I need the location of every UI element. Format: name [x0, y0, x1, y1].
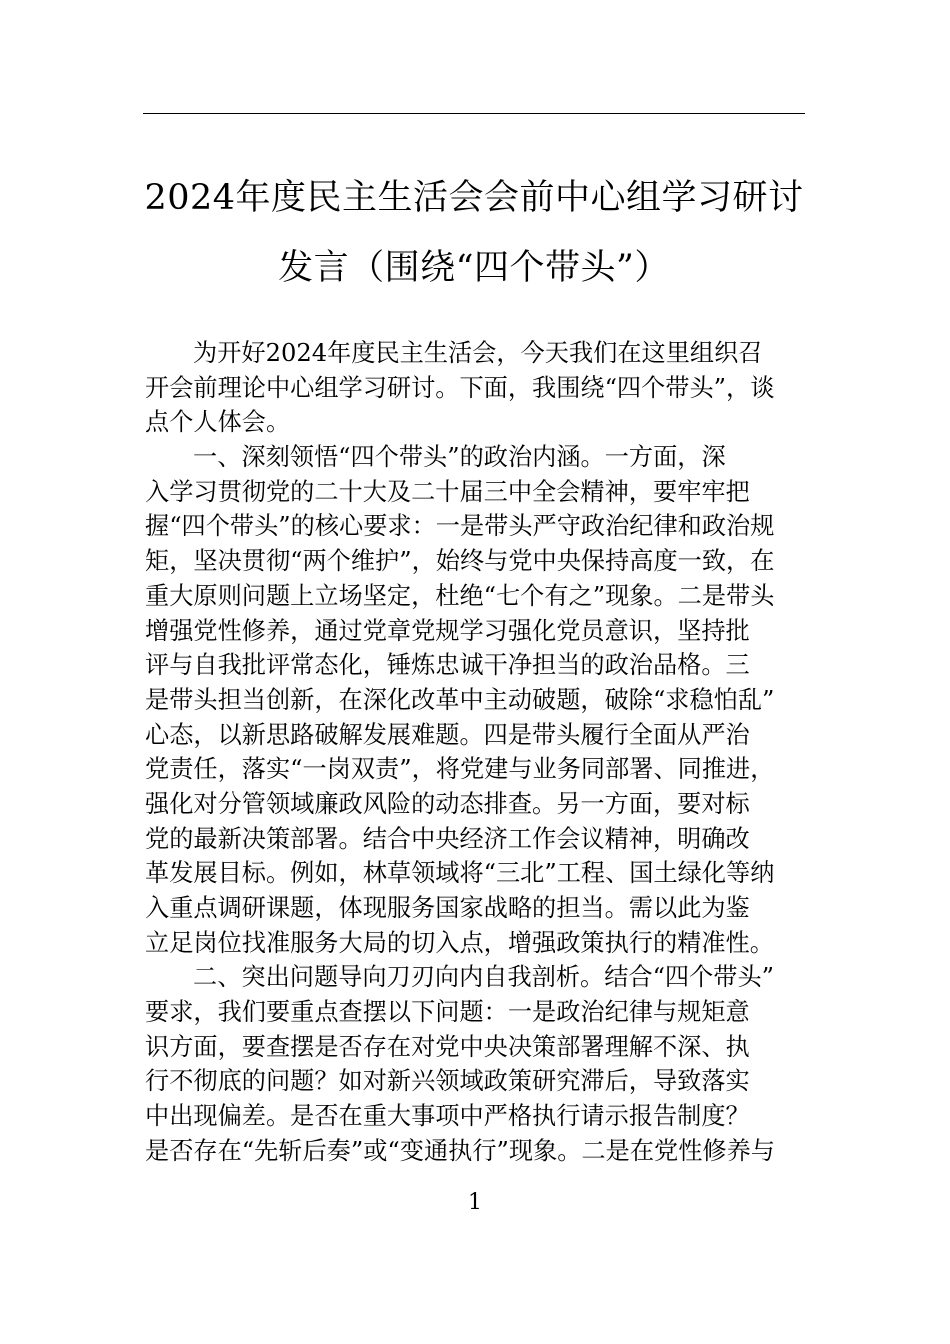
body-line: 革发展目标。例如，林草领域将“三北”工程、国土绿化等纳 [145, 859, 775, 888]
body-line: 入重点调研课题，体现服务国家战略的担当。需以此为鉴 [145, 894, 750, 922]
body-line: 评与自我批评常态化，锤炼忠诚干净担当的政治品格。三 [145, 651, 750, 680]
body-line: 握“四个带头”的核心要求：一是带头严守政治纪律和政治规 [145, 512, 775, 541]
body-line: 识方面，要查摆是否存在对党中央决策部署理解不深、执 [145, 1032, 750, 1061]
body-line: 增强党性修养，通过党章党规学习强化党员意识，坚持批 [145, 616, 750, 645]
body-line: 心态，以新思路破解发展难题。四是带头履行全面从严治 [145, 720, 750, 749]
body-line: 是带头担当创新，在深化改革中主动破题，破除“求稳怕乱” [145, 685, 775, 714]
body-line: 开会前理论中心组学习研讨。下面，我围绕“四个带头”，谈 [145, 373, 775, 402]
body-line: 中出现偏差。是否在重大事项中严格执行请示报告制度？ [145, 1102, 750, 1131]
body-line: 要求，我们要重点查摆以下问题：一是政治纪律与规矩意 [145, 998, 750, 1027]
document-title [143, 163, 805, 303]
document-body [145, 336, 807, 1169]
body-line: 行不彻底的问题？如对新兴领域政策研究滞后，导致落实 [145, 1067, 750, 1096]
body-line: 二、突出问题导向刀刃向内自我剖析。结合“四个带头” [193, 963, 775, 992]
title-line-2: 发言（围绕“四个带头”） [278, 248, 670, 288]
body-line: 入学习贯彻党的二十大及二十届三中全会精神，要牢牢把 [145, 477, 750, 506]
body-line: 立足岗位找准服务大局的切入点，增强政策执行的精准性。 [145, 928, 774, 957]
title-line-1: 2024年度民主生活会会前中心组学习研讨 [144, 178, 804, 218]
body-line: 矩，坚决贯彻“两个维护”，始终与党中央保持高度一致，在 [145, 547, 775, 576]
body-line: 点个人体会。 [145, 408, 291, 437]
body-line: 一、深刻领悟“四个带头”的政治内涵。一方面，深 [193, 443, 726, 472]
body-line: 党的最新决策部署。结合中央经济工作会议精神，明确改 [145, 824, 750, 853]
body-line: 为开好2024年度民主生活会，今天我们在这里组织召 [193, 339, 763, 367]
header-rule [143, 113, 805, 114]
body-line: 重大原则问题上立场坚定，杜绝“七个有之”现象。二是带头 [145, 581, 775, 610]
body-line: 强化对分管领域廉政风险的动态排查。另一方面，要对标 [145, 789, 750, 818]
body-line: 党责任，落实“一岗双责”，将党建与业务同部署、同推进， [145, 755, 775, 784]
body-line: 是否存在“先斩后奏”或“变通执行”现象。二是在党性修养与 [145, 1136, 775, 1165]
page-number: 1 [468, 1190, 482, 1215]
